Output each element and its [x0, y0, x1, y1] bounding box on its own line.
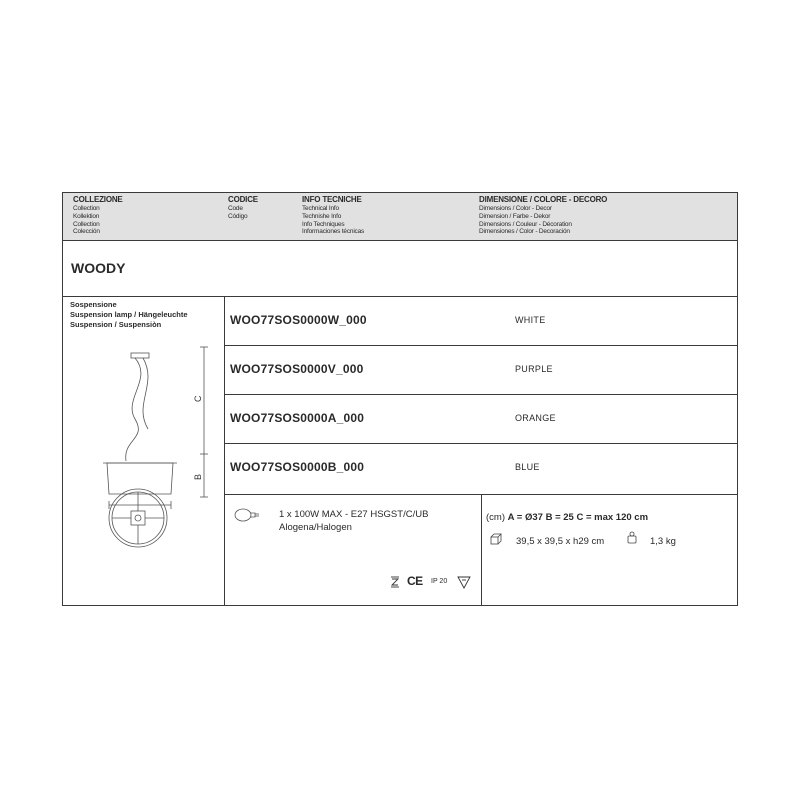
- lamp-type: [70, 300, 188, 330]
- product-title-row: [63, 241, 737, 297]
- header-dimension-title: DIMENSIONE / COLORE - DECORO: [479, 195, 608, 204]
- package-box-icon: [490, 533, 502, 545]
- header-info-line: Technishe Info: [302, 212, 342, 220]
- header-dimension-line: Dimensions / Couleur - Décoration: [479, 220, 572, 228]
- dimension-values: A = Ø37 B = 25 C = max 120 cm: [507, 512, 649, 523]
- variant-row: [225, 395, 737, 444]
- variant-color: PURPLE: [515, 364, 553, 374]
- lamp-type-line: Suspension / Suspensiòn: [70, 320, 162, 329]
- variant-code: WOO77SOS0000W_000: [230, 313, 367, 327]
- variant-color: ORANGE: [515, 413, 556, 423]
- variant-row: [225, 346, 737, 395]
- header-collection-line: Collection: [73, 205, 100, 212]
- header-dimension-line: Dimensions / Color - Decor: [479, 205, 552, 212]
- variant-code: WOO77SOS0000V_000: [230, 362, 364, 376]
- bulb-spec: [279, 508, 428, 534]
- cable-line: [126, 358, 141, 461]
- header-info-line: Technical Info: [302, 205, 339, 212]
- bulb-info-cell: [225, 495, 482, 605]
- lamp-type-line: Sospensione: [70, 300, 117, 309]
- dimension-spec-row: [486, 511, 648, 524]
- bulb-spec-line: Alogena/Halogen: [279, 522, 352, 533]
- type-column: [63, 297, 225, 605]
- header-info-title: INFO TECNICHE: [302, 195, 362, 204]
- header-info: [302, 195, 364, 236]
- ce-mark: CE: [407, 574, 423, 588]
- dim-b-label: B: [193, 473, 203, 480]
- weight-value: 1,3 kg: [650, 536, 676, 547]
- header-collection-line: Colección: [73, 228, 100, 236]
- product-sheet: [62, 192, 738, 606]
- variant-row: [225, 444, 737, 495]
- header-code: [228, 195, 258, 221]
- variant-code: WOO77SOS0000B_000: [230, 460, 365, 474]
- header-collection-line: Collection: [73, 220, 100, 228]
- variant-code: WOO77SOS0000A_000: [230, 411, 365, 425]
- header-collection: [73, 195, 123, 236]
- bulb-spec-line: 1 x 100W MAX - E27 HSGST/C/UB: [279, 509, 429, 520]
- bulb-icon: [233, 507, 263, 523]
- header-code-title: CODICE: [228, 195, 258, 204]
- class-ii-icon: [389, 575, 401, 589]
- product-name: WOODY: [71, 260, 126, 276]
- header-dimension-line: Dimension / Farbe - Dekor: [479, 212, 551, 220]
- variant-color: WHITE: [515, 315, 546, 325]
- lamp-type-line: Suspension lamp / Hängeleuchte: [70, 310, 188, 319]
- dimensions-cell: [482, 495, 737, 605]
- header-collection-title: COLLEZIONE: [73, 195, 123, 204]
- variant-row: [225, 297, 737, 346]
- dimension-unit: (cm): [486, 512, 505, 523]
- header-dimension-line: Dimensiones / Color - Decoración: [479, 228, 570, 236]
- weight-icon: [626, 531, 638, 544]
- package-size: 39,5 x 39,5 x h29 cm: [516, 536, 605, 547]
- header-band: [63, 193, 737, 241]
- dim-c-label: C: [193, 395, 203, 402]
- header-code-line: Code: [228, 205, 243, 212]
- flammable-surface-icon: [457, 576, 471, 589]
- cable-line: [143, 358, 148, 429]
- header-collection-line: Kollektion: [73, 212, 100, 220]
- canopy-shape: [131, 353, 149, 358]
- lamp-top-view-drawing: [63, 485, 224, 555]
- header-info-line: Info Techniques: [302, 220, 345, 228]
- header-code-line: Código: [228, 212, 248, 220]
- header-info-line: Informaciones técnicas: [302, 228, 365, 236]
- variant-color: BLUE: [515, 462, 540, 472]
- ip-rating: IP 20: [431, 578, 448, 585]
- header-dimension: [479, 195, 607, 236]
